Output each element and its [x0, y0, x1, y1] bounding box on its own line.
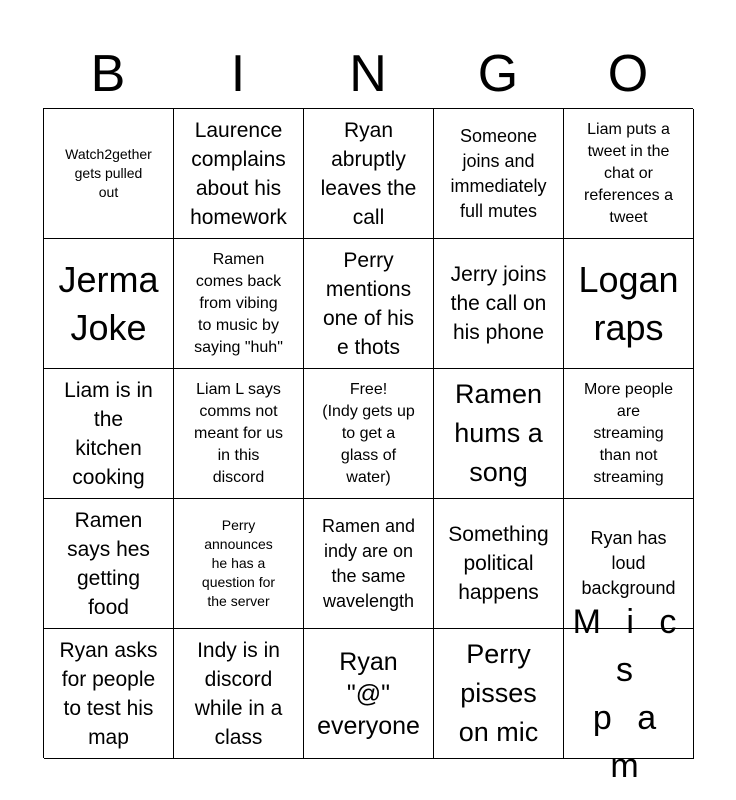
cell-text: Ramen says hes getting food [67, 508, 150, 619]
bingo-cell[interactable] [44, 109, 174, 239]
bingo-cell[interactable] [564, 602, 694, 785]
cell-text: More people are streaming than not streaming [584, 380, 673, 486]
header-letter-b: B [90, 45, 126, 103]
cell-text: Ryan has loud background [581, 528, 676, 598]
cell-text: Jerry joins the call on his phone [450, 263, 547, 344]
cell-text: Watch2gether gets pulled out [65, 146, 152, 200]
bingo-cell[interactable] [174, 109, 304, 239]
bingo-cell[interactable] [304, 499, 434, 629]
cell-text: Perry pisses on mic [458, 639, 539, 747]
cell-text: Liam puts a tweet in the chat or references a tweet [584, 120, 673, 226]
cell-text: Indy is in discord while in a class [194, 638, 283, 749]
bingo-cell[interactable] [434, 369, 564, 499]
bingo-cell[interactable] [44, 369, 174, 499]
cell-text: Free! (Indy gets up to get a glass of water) [322, 380, 415, 486]
bingo-cell[interactable] [174, 369, 304, 499]
cell-text: Ramen comes back from vibing to music by saying "huh" [194, 250, 283, 356]
cell-text: Logan raps [578, 258, 679, 348]
bingo-cell[interactable] [44, 629, 174, 759]
cell-text: Someone joins and immediately full mutes [450, 125, 547, 221]
cell-text: M i c s p a m [572, 602, 685, 785]
bingo-cell[interactable] [44, 239, 174, 369]
bingo-cell[interactable] [564, 109, 694, 239]
cell-text: Ramen and indy are on the same wavelength [321, 515, 416, 611]
bingo-cell[interactable] [174, 499, 304, 629]
cell-text: Ryan "@" everyone [317, 647, 420, 740]
header-letter-o: O [607, 45, 649, 103]
bingo-cell[interactable] [304, 239, 434, 369]
bingo-cell[interactable] [434, 629, 564, 759]
cell-text: Perry announces he has a question for the server [201, 517, 276, 609]
bingo-cell[interactable] [434, 499, 564, 629]
header-letter-n: N [349, 45, 387, 103]
bingo-cell[interactable] [304, 629, 434, 759]
bingo-cell[interactable] [304, 109, 434, 239]
cell-text: Ryan asks for people to test his map [59, 638, 158, 749]
cell-text: Perry mentions one of his e thots [322, 248, 415, 359]
bingo-cell[interactable] [434, 109, 564, 239]
bingo-grid [43, 108, 693, 785]
cell-text: Liam is in the kitchen cooking [64, 378, 153, 489]
free-space-cell[interactable] [304, 369, 434, 499]
cell-text: Ramen hums a song [454, 379, 543, 487]
cell-text: Liam L says comms not meant for us in this discord [194, 380, 283, 486]
bingo-cell[interactable] [564, 239, 694, 369]
bingo-cell[interactable] [174, 629, 304, 759]
bingo-cell[interactable] [434, 239, 564, 369]
cell-text: Laurence complains about his homework [190, 118, 287, 229]
header-letter-i: I [230, 45, 246, 103]
cell-text: Jerma Joke [58, 258, 159, 348]
cell-text: Ryan abruptly leaves the call [320, 118, 417, 229]
bingo-cell[interactable] [44, 499, 174, 629]
bingo-cell[interactable] [174, 239, 304, 369]
bingo-cell[interactable] [564, 369, 694, 499]
header-letter-g: G [477, 45, 519, 103]
bingo-header [43, 40, 693, 108]
cell-text: Something political happens [448, 523, 549, 604]
